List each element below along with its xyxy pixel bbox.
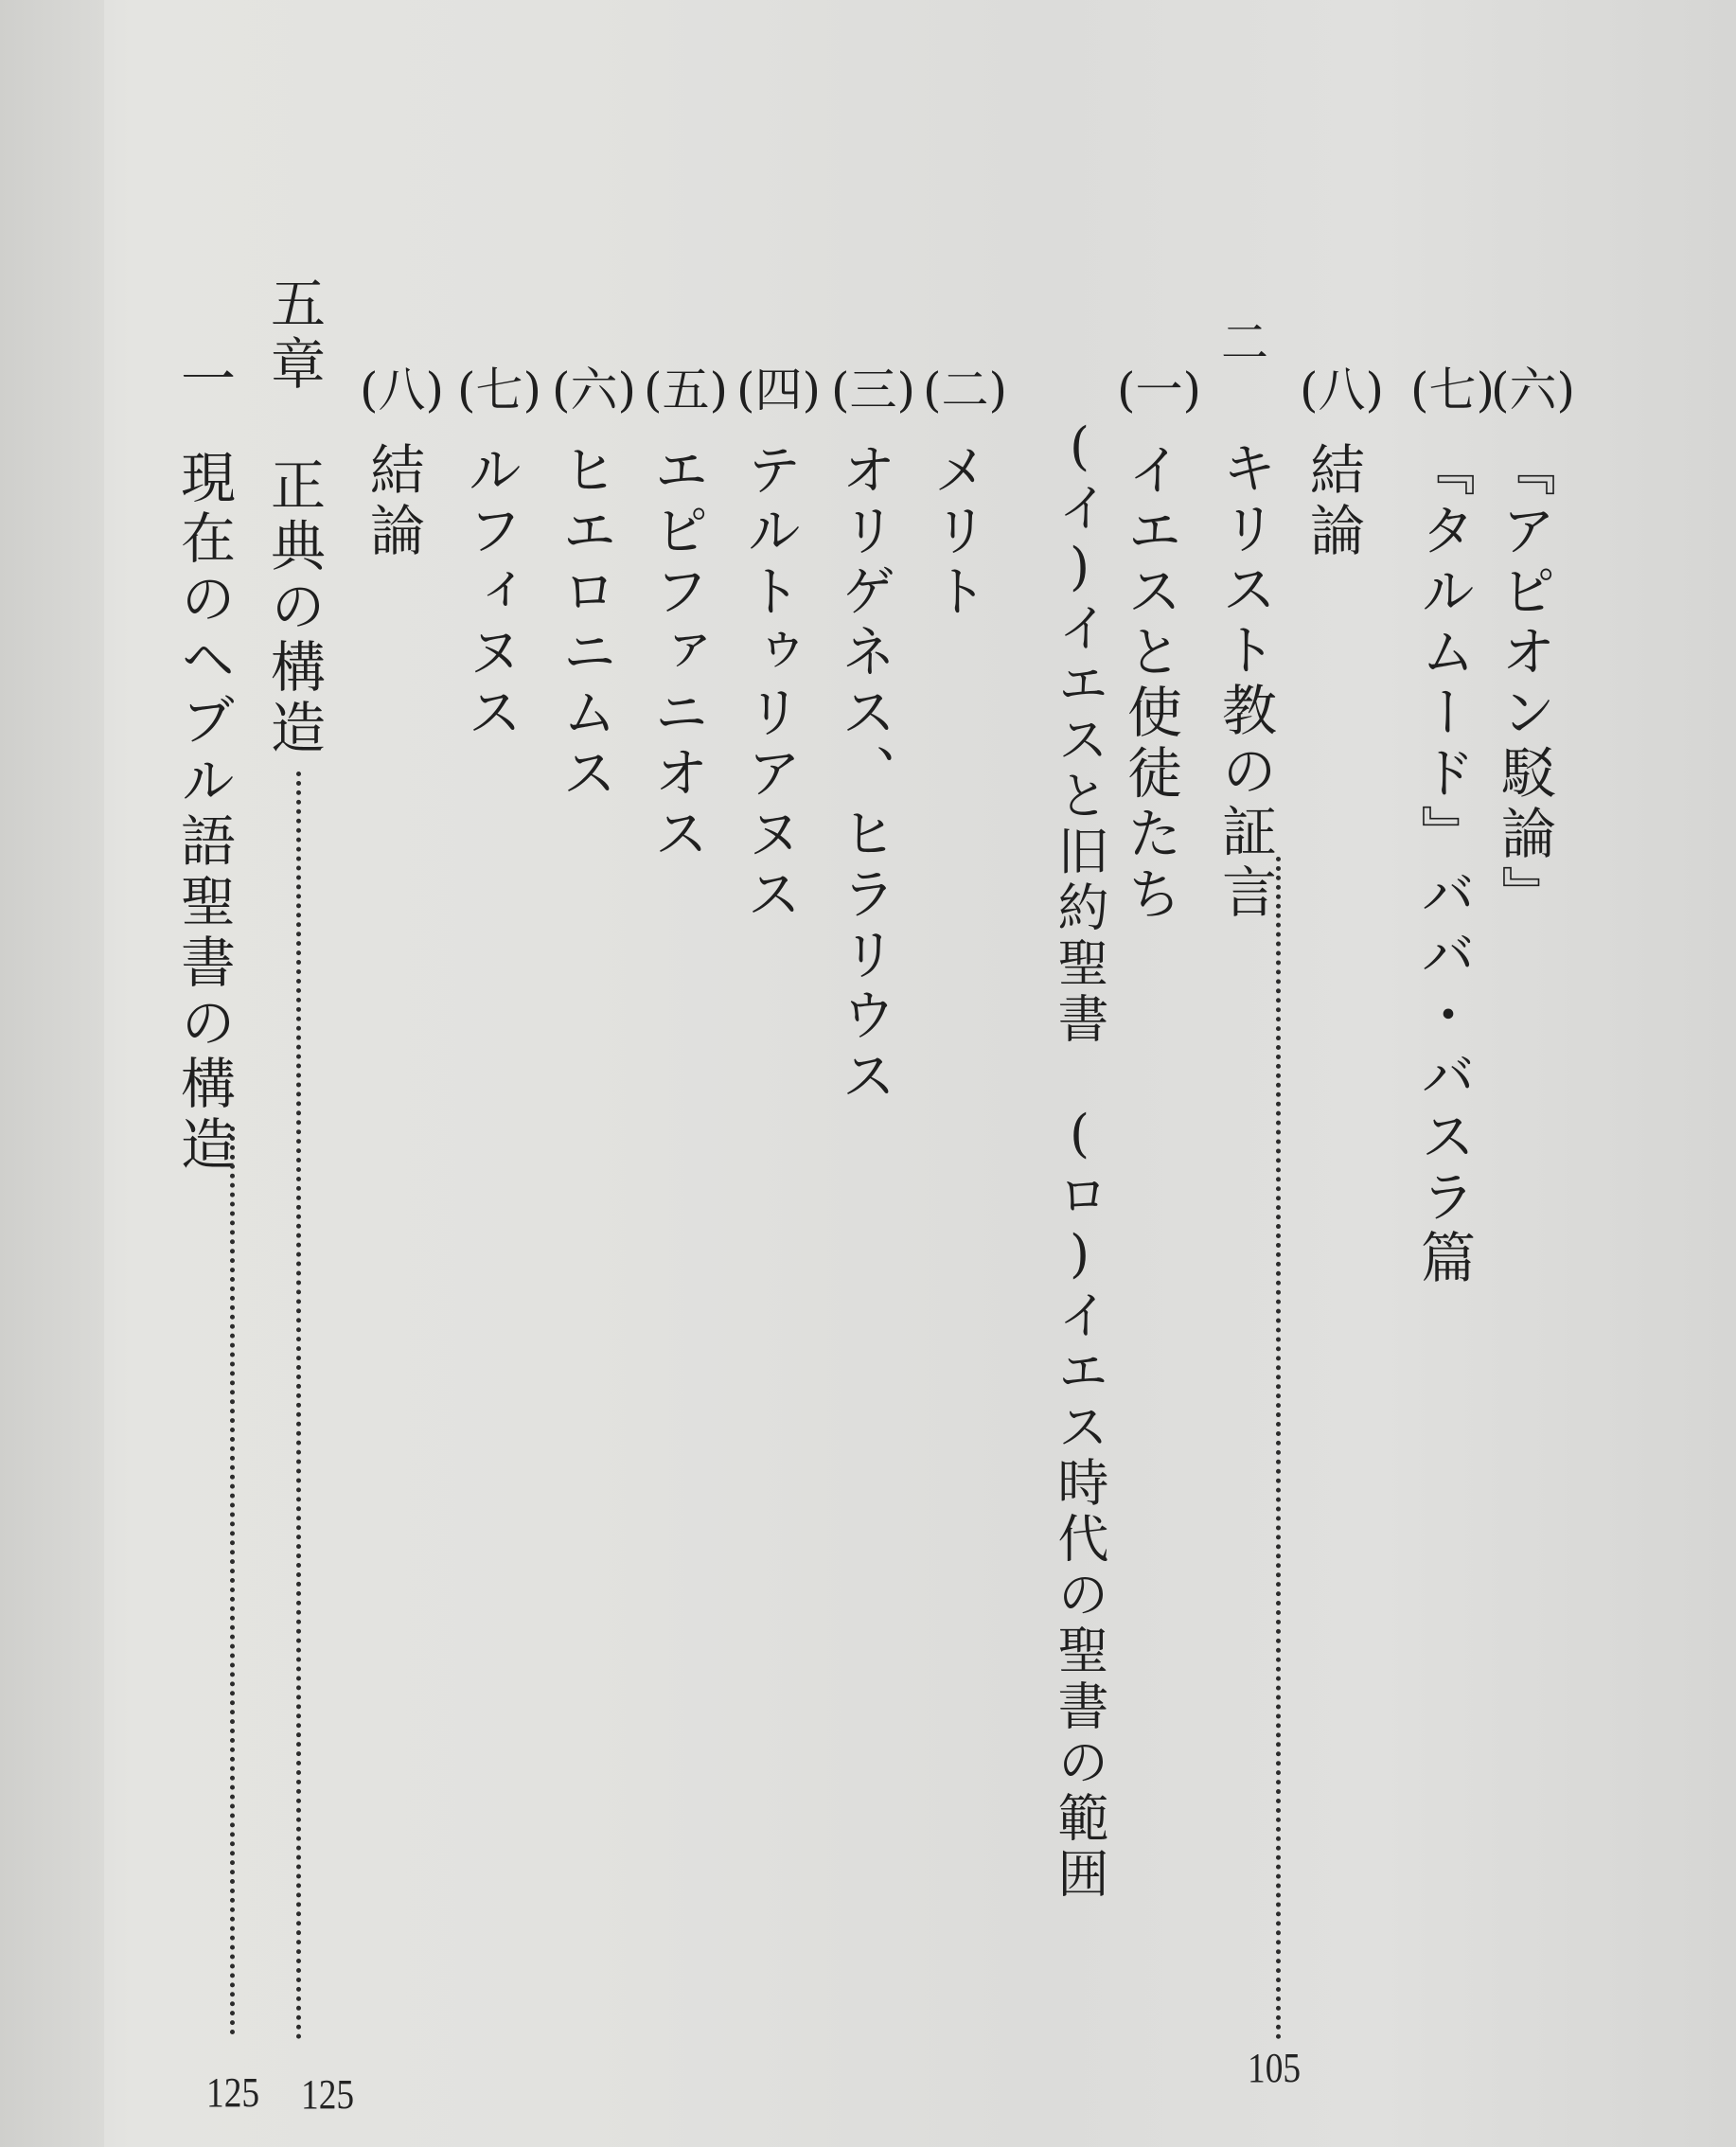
toc-entry-conclusion-1[interactable]: [1300, 360, 1385, 562]
section-title: 一: [171, 350, 236, 411]
entry-title: ルフィヌス: [458, 441, 523, 744]
dot-leader: [230, 1127, 235, 2035]
entry-number: (七): [457, 363, 542, 417]
toc-entry-rufinus[interactable]: [457, 360, 542, 744]
section-title: キリスト教の証言: [1213, 439, 1277, 924]
entry-number: (八): [360, 363, 445, 417]
entry-title: 結論: [361, 441, 425, 562]
toc-entry-apion[interactable]: [1491, 360, 1576, 926]
toc-entry-origen-hilary[interactable]: [831, 360, 916, 1108]
entry-title: エピファニオス: [645, 441, 709, 865]
toc-entry-tertullian[interactable]: [736, 360, 822, 926]
entry-number: (六): [552, 363, 637, 417]
page-edge: [0, 0, 104, 2147]
entry-number: (五): [644, 363, 729, 417]
toc-chapter-canon-structure[interactable]: [260, 275, 327, 759]
entry-number: (七): [1410, 363, 1496, 417]
entry-title: 結論: [1301, 441, 1365, 562]
entry-number: (一): [1117, 363, 1202, 417]
toc-subentry-old-testament-canon[interactable]: [1046, 417, 1112, 1903]
entry-title: イエスと使徒たち: [1118, 441, 1182, 926]
entry-title: メリト: [924, 441, 988, 623]
chapter-title: 五章 正典の構造: [261, 275, 326, 759]
toc-section-christian-testimony[interactable]: [1212, 312, 1278, 924]
entry-title: 『タルムード』ババ・バスラ篇: [1411, 441, 1476, 1289]
entry-title: ヒエロニムス: [553, 441, 617, 805]
entry-title: (イ)イエスと旧約聖書 (ロ)イエス時代の聖書の範囲: [1050, 417, 1109, 1903]
toc-entry-conclusion-2[interactable]: [360, 360, 445, 562]
dot-leader: [296, 772, 301, 2040]
section-title: 現在のヘブル語聖書の構造: [171, 449, 236, 1176]
entry-title: 『アピオン駁論』: [1492, 441, 1556, 926]
entry-number: (四): [736, 363, 822, 417]
toc-entry-talmud[interactable]: [1410, 360, 1496, 1289]
section-number: 二: [1221, 315, 1268, 370]
toc-entry-jerome[interactable]: [552, 360, 637, 805]
page-number: 125: [206, 2069, 260, 2116]
page-number: 125: [301, 2071, 355, 2118]
dot-leader: [1276, 857, 1281, 2040]
entry-title: オリゲネス、ヒラリウス: [832, 441, 896, 1108]
entry-number: (八): [1300, 363, 1385, 417]
toc-entry-epiphanius[interactable]: [644, 360, 729, 865]
entry-title: テルトゥリアヌス: [737, 441, 802, 926]
entry-number: (二): [923, 363, 1008, 417]
toc-entry-melito[interactable]: [923, 360, 1008, 623]
page-number: 105: [1248, 2045, 1302, 2091]
entry-number: (六): [1491, 363, 1576, 417]
entry-number: (三): [831, 363, 916, 417]
toc-entry-jesus-apostles[interactable]: [1117, 360, 1202, 926]
toc-section-hebrew-bible-structure[interactable]: [170, 350, 237, 1176]
